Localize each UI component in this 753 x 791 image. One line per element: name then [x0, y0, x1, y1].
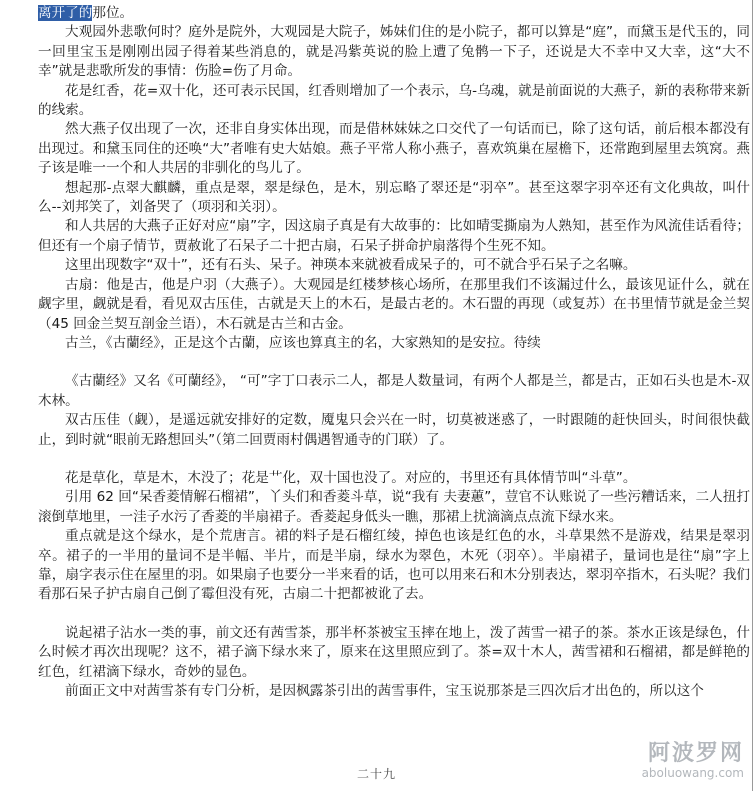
paragraph: 重点就是这个绿水，是个荒唐言。裙的料子是石榴红绫，掉色也该是红色的水，斗草果然不是游戏，结果是翠羽卒。裙子的一半用的量词不是半幅、半片，而是半扇，绿水为翠色，木死（羽卒）。半扇裙子，量词也是往“扇”字上靠，扇字表示住在屋里的羽。如果扇子也要分一半来看的话，也可以用来石和木分别表达，翠羽卒指木，石头呢？我们看那石呆子护古扇自己倒了霉但没有死，古扇二十把都被讹了去。 — [38, 528, 750, 603]
watermark-text: 阿波罗网 — [647, 741, 744, 766]
paragraph: 花是草化，草是木，木没了；花是艹化，双十国也没了。对应的，书里还有具体情节叫“斗草”。 — [65, 469, 637, 486]
paragraph-gap — [38, 605, 750, 624]
paragraph: 《古蘭经》又名《可蘭经》， “可”字丁口表示二人，都是人数量词，有两个人都是兰，都是古，正如石头也是木-双木林。 — [38, 373, 750, 409]
paragraph: 然大燕子仅出现了一次，还非自身实体出现，而是借林妹妹之口交代了一句话而已，除了这句话，前后根本都没有出现过。和黛玉同住的还唤“大”者唯有史大姑娘。燕子平常人称小燕子，喜欢筑巢在屋檐下，还常跑到屋里去筑窝。燕子该是唯一一个和人共居的非驯化的鸟儿了。 — [38, 121, 750, 177]
selected-text[interactable]: 离开了的 — [38, 5, 93, 21]
paragraph: 想起那-点翠大麒麟，重点是翠，翠是绿色，是木，别忘略了翠还是“羽卒”。甚至这翠字羽卒还有文化典故，叫什么--刘邦笑了，刘备哭了（项羽和关羽）。 — [38, 179, 750, 216]
paragraph: 说起裙子沾水一类的事，前文还有茜雪茶，那半杯茶被宝玉摔在地上，泼了茜雪一裙子的茶。茶水正该是绿色，什么时候才再次出现呢？这不，裙子滴下绿水来了，原来在这里照应到了。茶=双十木人，茜雪裙和石榴裙，都是鲜艳的红色，红裙滴下绿水，奇妙的显色。 — [38, 624, 750, 680]
paragraph: 引用 62 回“呆香菱情解石榴裙”，丫头们和香菱斗草，说“我有 夫妻蕙”，荳官不认账说了一些污糟话来，二人扭打滚倒草地里，一洼子水污了香菱的半扇裙子。香菱起身低头一瞧，那裙上扰滴滴点点流下绿水来。 — [38, 489, 750, 525]
document-body — [38, 4, 750, 701]
paragraph: 古扇：他是古，他是户羽（大燕子）。大观园是红楼梦核心场所，在那里我们不该漏过什么，最该见证什么，就在觑字里，觑就是看，看见双古压佳，古就是天上的木石，是最古老的。木石盟的再现（或复苏）在书里情节就是金兰契（45 回金兰契互剖金兰语），木石就是古兰和古金。 — [38, 276, 750, 332]
paragraph: 古兰，《古蘭经》，正是这个古蘭，应该也算真主的名，大家熟知的是安拉。待续 — [65, 334, 541, 351]
paragraph: 花是红香，花=双十化，还可表示民国，红香则增加了一个表示，乌-乌魂，就是前面说的大燕子，新的表称带来新的线索。 — [38, 82, 750, 119]
watermark-logo — [642, 742, 744, 780]
paragraph: 和人共居的大燕子正好对应“扇”字，因这扇子真是有大故事的：比如晴雯撕扇为人熟知，甚至作为风流佳话看待；但还有一个扇子情节，贾赦讹了石呆子二十把古扇，石呆子拼命护扇落得个生死不知。 — [38, 218, 750, 254]
paragraph: 前面正文中对茜雪茶有专门分析，是因枫露茶引出的茜雪事件，宝玉说那茶是三四次后才出色的，所以这个 — [65, 683, 704, 699]
paragraph: 双古压佳（觑），是遥远就安排好的定数，魇鬼只会兴在一时，切莫被迷惑了，一时跟随的赶快回头，时间很快截止，到时就“眼前无路想回头”（第二回贾雨村偶遇智通寺的门联）了。 — [38, 412, 750, 448]
watermark-url: aboluowang.com — [641, 766, 744, 780]
page-number: 二十九 — [356, 767, 396, 781]
paragraph: 这里出现数字“双十”，还有石头、呆子。神瑛本来就被看成呆子的，可不就合乎石呆子之名嘛。 — [65, 257, 637, 274]
first-line-rest: 那位。 — [92, 5, 134, 21]
paragraph-gap — [38, 353, 750, 372]
paragraph-gap — [38, 450, 750, 469]
paragraph: 大观园外悲歌何时？庭外是院外，大观园是大院子，姊妹们住的是小院子，都可以算是“庭”，而黛玉是代玉的，同一回里宝玉是刚刚出园子得着某些消息的，就是冯紫英说的脸上遭了兔鹘一下子，还说是大不幸中又大幸，这“大不幸”就是悲歌所发的事情：伤脸=伤了月命。 — [38, 24, 750, 80]
first-line — [38, 4, 750, 23]
